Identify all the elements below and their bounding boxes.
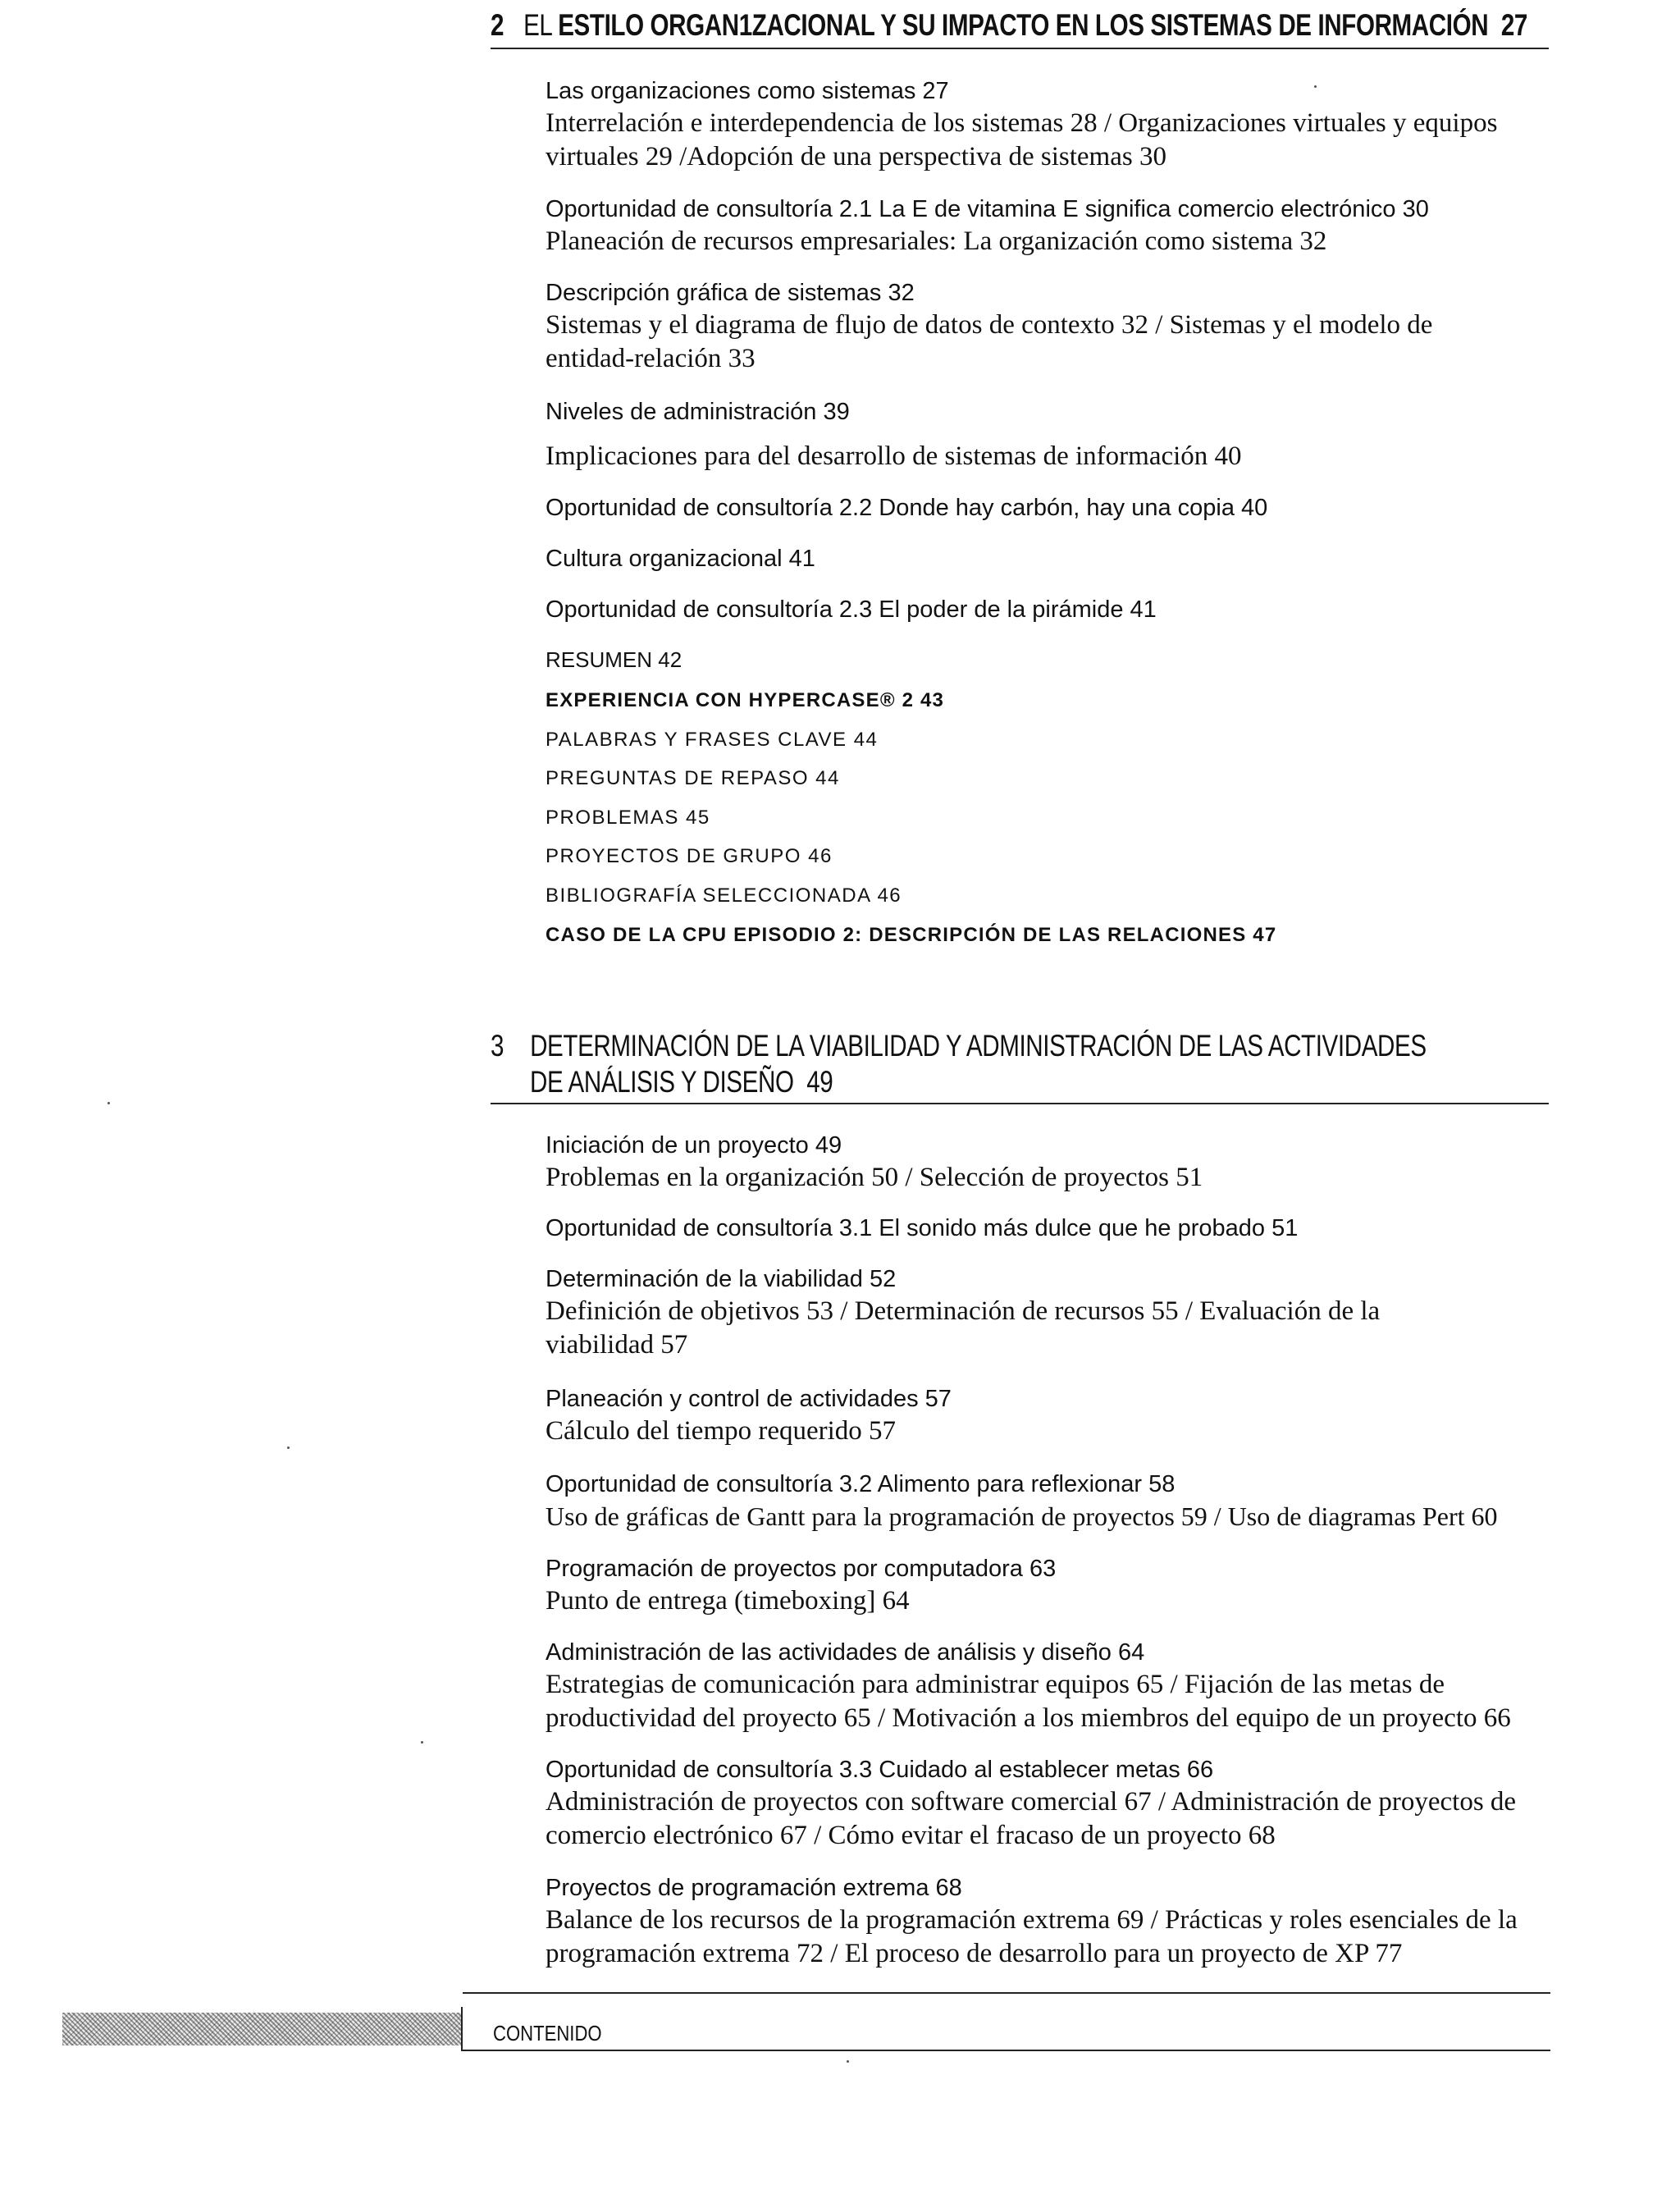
chapter-3-page: 49 — [806, 1065, 833, 1099]
entry-subtopics: Definición de objetivos 53 / Determinación de recursos 55 / Evaluación de la viabilidad 57 — [546, 1296, 1381, 1360]
end-section-caso: CASO DE LA CPU EPISODIO 2: DESCRIPCIÓN DE LAS RELACIONES 47 — [546, 924, 1277, 946]
toc-entry — [546, 440, 1579, 473]
chapter-2-page: 27 — [1500, 8, 1527, 42]
chapter-2-rule — [491, 48, 1549, 49]
scan-speck — [287, 1447, 290, 1449]
end-section-resumen: RESUMEN 42 — [546, 647, 682, 672]
chapter-3-title-line2: DE ANÁLISIS Y DISEÑO — [530, 1065, 794, 1099]
scan-speck — [421, 1741, 423, 1744]
entry-heading: Oportunidad de consultoría 2.1 La E de vitamina E significa comercio electrónico 30 — [546, 196, 1429, 222]
entry-heading: Oportunidad de consultoría 3.3 Cuidado al establecer metas 66 — [546, 1757, 1214, 1783]
end-section-bibliografia: BIBLIOGRAFÍA SELECCIONADA 46 — [546, 884, 902, 907]
scan-speck — [107, 1102, 110, 1104]
chapter-3-number: 3 — [491, 1029, 504, 1063]
entry-subtopics: Problemas en la organización 50 / Selección de proyectos 51 — [546, 1163, 1203, 1192]
entry-subtopics: Implicaciones para del desarrollo de sistemas de información 40 — [546, 441, 1242, 471]
chapter-2-title-prefix: EL — [523, 8, 559, 42]
entry-heading: Cultura organizacional 41 — [546, 546, 815, 572]
end-section-preguntas: PREGUNTAS DE REPASO 44 — [546, 767, 840, 789]
entry-heading: Planeación y control de actividades 57 — [546, 1386, 952, 1412]
entry-heading: Determinación de la viabilidad 52 — [546, 1266, 897, 1292]
entry-heading: Administración de las actividades de análisis y diseño 64 — [546, 1639, 1145, 1666]
toc-entry — [546, 543, 1579, 574]
scan-speck — [1314, 85, 1317, 88]
toc-entry — [546, 1637, 1579, 1735]
entry-heading: Oportunidad de consultoría 3.2 Alimento para reflexionar 58 — [546, 1471, 1176, 1497]
entry-heading: Programación de proyectos por computadora 63 — [546, 1556, 1057, 1582]
entry-subtopics: Interrelación e interdependencia de los sistemas 28 / Organizaciones virtuales y equipos virtuales 29 /Adopción de una perspectiva de sistemas 30 — [546, 108, 1498, 171]
footer-section-label: CONTENIDO — [493, 2021, 602, 2045]
chapter-3-heading — [491, 1028, 1427, 1100]
entry-heading: Proyectos de programación extrema 68 — [546, 1875, 962, 1901]
end-section-problemas: PROBLEMAS 45 — [546, 807, 710, 829]
toc-entry — [546, 1213, 1579, 1244]
toc-entry — [546, 594, 1579, 625]
entry-subtopics: Balance de los recursos de la programación extrema 69 / Prácticas y roles esenciales de la programación extrema 72 / El proceso de desarrollo para un proyecto de XP 77 — [546, 1905, 1518, 1968]
toc-entry — [546, 194, 1579, 258]
entry-subtopics: Punto de entrega (timeboxing] 64 — [546, 1586, 910, 1616]
toc-entry — [546, 1754, 1579, 1853]
chapter-2-number: 2 — [491, 8, 504, 42]
entry-heading: Iniciación de un proyecto 49 — [546, 1132, 842, 1159]
toc-entry — [546, 1872, 1579, 1971]
entry-heading: Las organizaciones como sistemas 27 — [546, 78, 949, 104]
toc-entry — [546, 1383, 1579, 1448]
toc-entry — [546, 1469, 1579, 1533]
entry-subtopics: Estrategias de comunicación para administrar equipos 65 / Fijación de las metas de productividad del proyecto 65 / Motivación a los miembros del equipo de un proyecto 66 — [546, 1670, 1511, 1733]
entry-heading: Descripción gráfica de sistemas 32 — [546, 280, 915, 306]
footer-bottom-rule — [463, 2050, 1550, 2051]
toc-entry — [546, 75, 1579, 174]
toc-entry — [546, 1130, 1579, 1195]
toc-entry — [546, 277, 1579, 376]
entry-subtopics: Sistemas y el diagrama de flujo de datos de contexto 32 / Sistemas y el modelo de entidad-relación 33 — [546, 310, 1433, 373]
chapter-3-rule — [491, 1103, 1549, 1104]
toc-entry — [546, 396, 1579, 427]
toc-entry — [546, 492, 1579, 523]
entry-heading: Oportunidad de consultoría 2.2 Donde hay carbón, hay una copia 40 — [546, 495, 1268, 521]
entry-subtopics: Planeación de recursos empresariales: La organización como sistema 32 — [546, 226, 1327, 256]
end-section-palabras: PALABRAS Y FRASES CLAVE 44 — [546, 729, 879, 751]
end-section-hypercase: EXPERIENCIA CON HYPERCASE® 2 43 — [546, 689, 945, 711]
entry-heading: Niveles de administración 39 — [546, 399, 850, 425]
entry-subtopics: Uso de gráficas de Gantt para la programación de proyectos 59 / Uso de diagramas Pert 60 — [546, 1501, 1498, 1531]
entry-subtopics: Cálculo del tiempo requerido 57 — [546, 1416, 897, 1446]
entry-heading: Oportunidad de consultoría 3.1 El sonido más dulce que he probado 51 — [546, 1215, 1299, 1241]
chapter-3-title-line1: DETERMINACIÓN DE LA VIABILIDAD Y ADMINISTRACIÓN DE LAS ACTIVIDADES — [530, 1029, 1427, 1063]
entry-subtopics: Administración de proyectos con software comercial 67 / Administración de proyectos de comercio electrónico 67 / Cómo evitar el fracaso de un proyecto 68 — [546, 1787, 1517, 1850]
toc-entry — [546, 1553, 1579, 1618]
footer-halftone-bar — [62, 2013, 461, 2045]
footer-divider — [461, 2007, 463, 2051]
chapter-2-heading — [491, 8, 1527, 43]
entry-heading: Oportunidad de consultoría 2.3 El poder de la pirámide 41 — [546, 596, 1157, 623]
toc-entry — [546, 1264, 1579, 1362]
end-section-proyectos: PROYECTOS DE GRUPO 46 — [546, 845, 833, 867]
scan-speck — [847, 2060, 849, 2063]
chapter-2-title: ESTILO ORGAN1ZACIONAL Y SU IMPACTO EN LOS SISTEMAS DE INFORMACIÓN — [558, 8, 1489, 42]
footer-top-rule — [463, 1992, 1550, 1994]
